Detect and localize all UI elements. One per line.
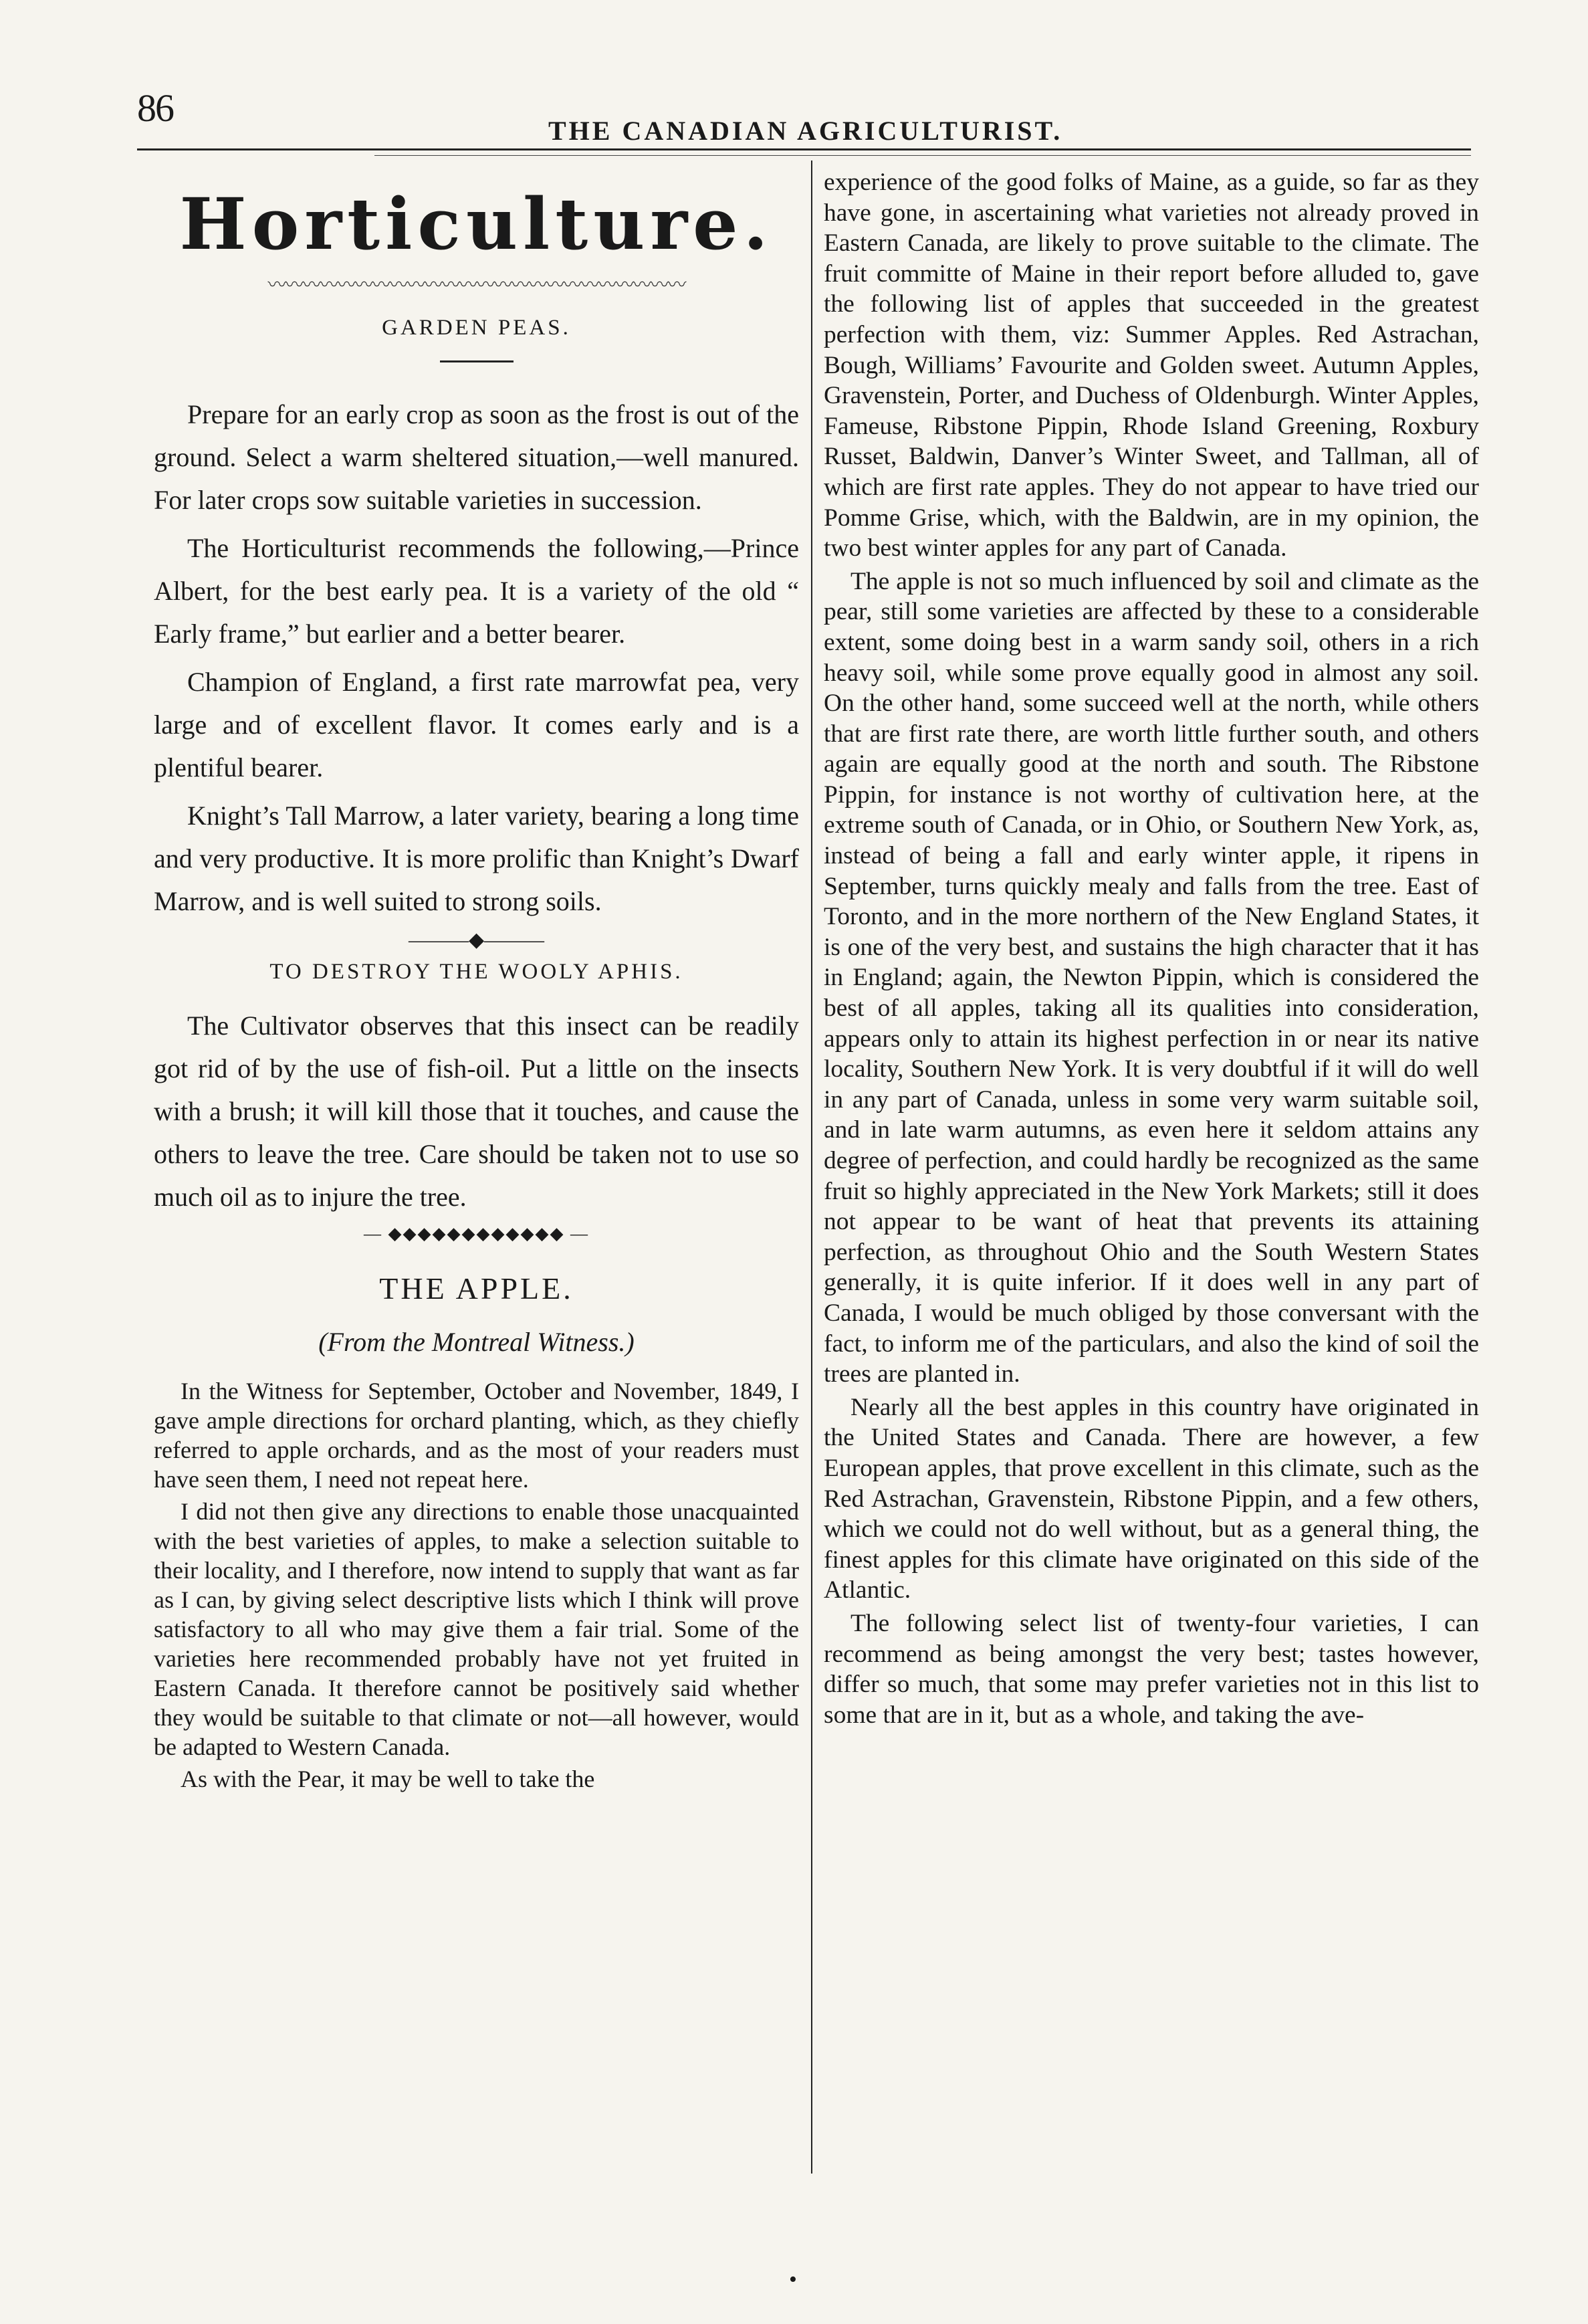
garden-peas-paragraph: Champion of England, a first rate marrowfat pea, very large and of excellent flavor. It comes early and is a plentiful bearer.: [154, 667, 799, 782]
diamond-rule: ———◆———: [408, 929, 545, 951]
footer-dot: •: [789, 2267, 797, 2292]
page-number: 86: [137, 86, 173, 130]
apple-paragraph: I did not then give any directions to enable those unacquainted with the best varieties of apples, to make a selection suitable to their locality, and I therefore, now intend to supply that want as far as I can, by giving select descriptive lists which I think will prove satisfactory to all who may give them a fair trial. Some of the varieties here recommended probably have not yet fruited in Eastern Canada. It therefore cannot be positively said whether they would be suitable to that climate or not—all however, would be adapted to Western Canada.: [154, 1498, 799, 1760]
decorative-rule: — ◆◆◆◆◆◆◆◆◆◆◆◆ —: [364, 1224, 589, 1243]
garden-peas-paragraph: Knight’s Tall Marrow, a later variety, bearing a long time and very productive. It is more prolific than Knight’s Dwarf Marrow, and is well suited to strong soils.: [154, 801, 799, 916]
apple-paragraph: In the Witness for September, October and November, 1849, I gave ample directions for orchard planting, which, as they chiefly referred to apple orchards, and as the most of your readers must have seen them, I need not repeat here.: [154, 1378, 799, 1493]
wavy-rule: 〰〰〰〰〰〰〰〰〰〰〰〰〰〰〰〰〰〰〰〰〰〰〰〰: [267, 275, 685, 296]
apple-paragraph: experience of the good folks of Maine, as a guide, so far as they have gone, in ascertaining what varieties not already proved in Eastern Canada, are likely to prove suitable to the climate. The fruit committe of Maine in their report before alluded to, gave the following list of apples that succeeded in the greatest perfection with them, viz: Summer Apples. Red Astrachan, Bough, Williams’ Favourite and Golden sweet. Autumn Apples, Gravenstein, Porter, and Duchess of Oldenburgh. Winter Apples, Fameuse, Ribstone Pippin, Rhode Island Greening, Roxbury Russet, Baldwin, Danver’s Winter Sweet, and Tallman, all of which are first rate apples. They do not appear to have tried our Pomme Grise, which, with the Baldwin, are in my opinion, the two best winter apples for any part of Canada.: [824, 169, 1479, 562]
header-rule-thin: [374, 155, 1471, 156]
garden-peas-paragraph: Prepare for an early crop as soon as the frost is out of the ground. Select a warm sheltered situation,—well manured. For later crops sow suitable varieties in succession.: [154, 399, 799, 515]
section-title: Horticulture.: [179, 182, 774, 266]
aphis-heading: TO DESTROY THE WOOLY APHIS.: [269, 960, 683, 984]
apple-paragraph: Nearly all the best apples in this country have originated in the United States and Canada. There are however, a few European apples, that prove excellent in this climate, such as the Red Astrachan, Gravenstein, Ribstone Pippin, and a few others, which we could not do well without, but as a general thing, the finest apples for this climate have originated on this side of the Atlantic.: [824, 1393, 1479, 1604]
header-rule: [137, 148, 1471, 150]
apple-paragraph: The following select list of twenty-four varieties, I can recommend as being amongst the very best; tastes however, differ so much, that some may prefer varieties not in this list to some that are in it, but as a whole, and taking the ave-: [824, 1609, 1479, 1729]
apple-source: (From the Montreal Witness.): [318, 1327, 635, 1357]
apple-paragraph: The apple is not so much influenced by soil and climate as the pear, still some varieties are affected by these to a considerable extent, some doing best in a warm sandy soil, others in a rich heavy soil, while some prove equally good in almost any soil. On the other hand, some succeed well at the north, while others that are first rate there, are worth little further south, and others again are equally good at the north and south. The Ribstone Pippin, for instance is not worthy of cultivation here, at the extreme south of Canada, or in Ohio, or Southern New York, as, instead of being a fall and early winter apple, it ripens in September, turns quickly mealy and falls from the tree. East of Toronto, and in the more northern of the New England States, it is one of the very best, and sustains the high character that it has in England; again, the Newton Pippin, which is considered the best of all apples, taking all its qualities into consideration, appears only to attain its highest perfection in or near its native locality, Southern New York. It is very doubtful if it will do well in any part of Canada, unless in some very warm suitable soil, and in late warm autumns, as even here it seldom attains any degree of perfection, and could hardly be recognized as the same fruit so highly appreciated in the New York Markets; still it does not appear to be want of heat that prevents its attaining perfection, as throughout Ohio and the South Western States generally, it is quite inferior. If it does well in any part of Canada, I would be much obliged by those conversant with the fact, to inform me of the particulars, and also the kind of soil the trees are planted in.: [824, 567, 1479, 1388]
aphis-paragraph: The Cultivator observes that this insect can be readily got rid of by the use of fish-oil. Put a little on the insects with a brush; it will kill those that it touches, and cause the others to leave the tree. Care should be taken not to use so much oil as to injure the tree.: [154, 1011, 799, 1212]
short-rule: [440, 360, 514, 362]
garden-peas-paragraph: The Horticulturist recommends the following,—Prince Albert, for the best early pea. It is a variety of the old “ Early frame,” but earlier and a better bearer.: [154, 533, 799, 649]
garden-peas-heading: GARDEN PEAS.: [382, 316, 571, 340]
left-column: [154, 167, 799, 1796]
column-divider: [811, 161, 812, 2174]
right-column: [824, 167, 1479, 1733]
apple-heading: THE APPLE.: [379, 1271, 574, 1305]
apple-paragraph: As with the Pear, it may be well to take the: [181, 1766, 595, 1792]
running-title: THE CANADIAN AGRICULTURIST.: [548, 116, 1063, 146]
